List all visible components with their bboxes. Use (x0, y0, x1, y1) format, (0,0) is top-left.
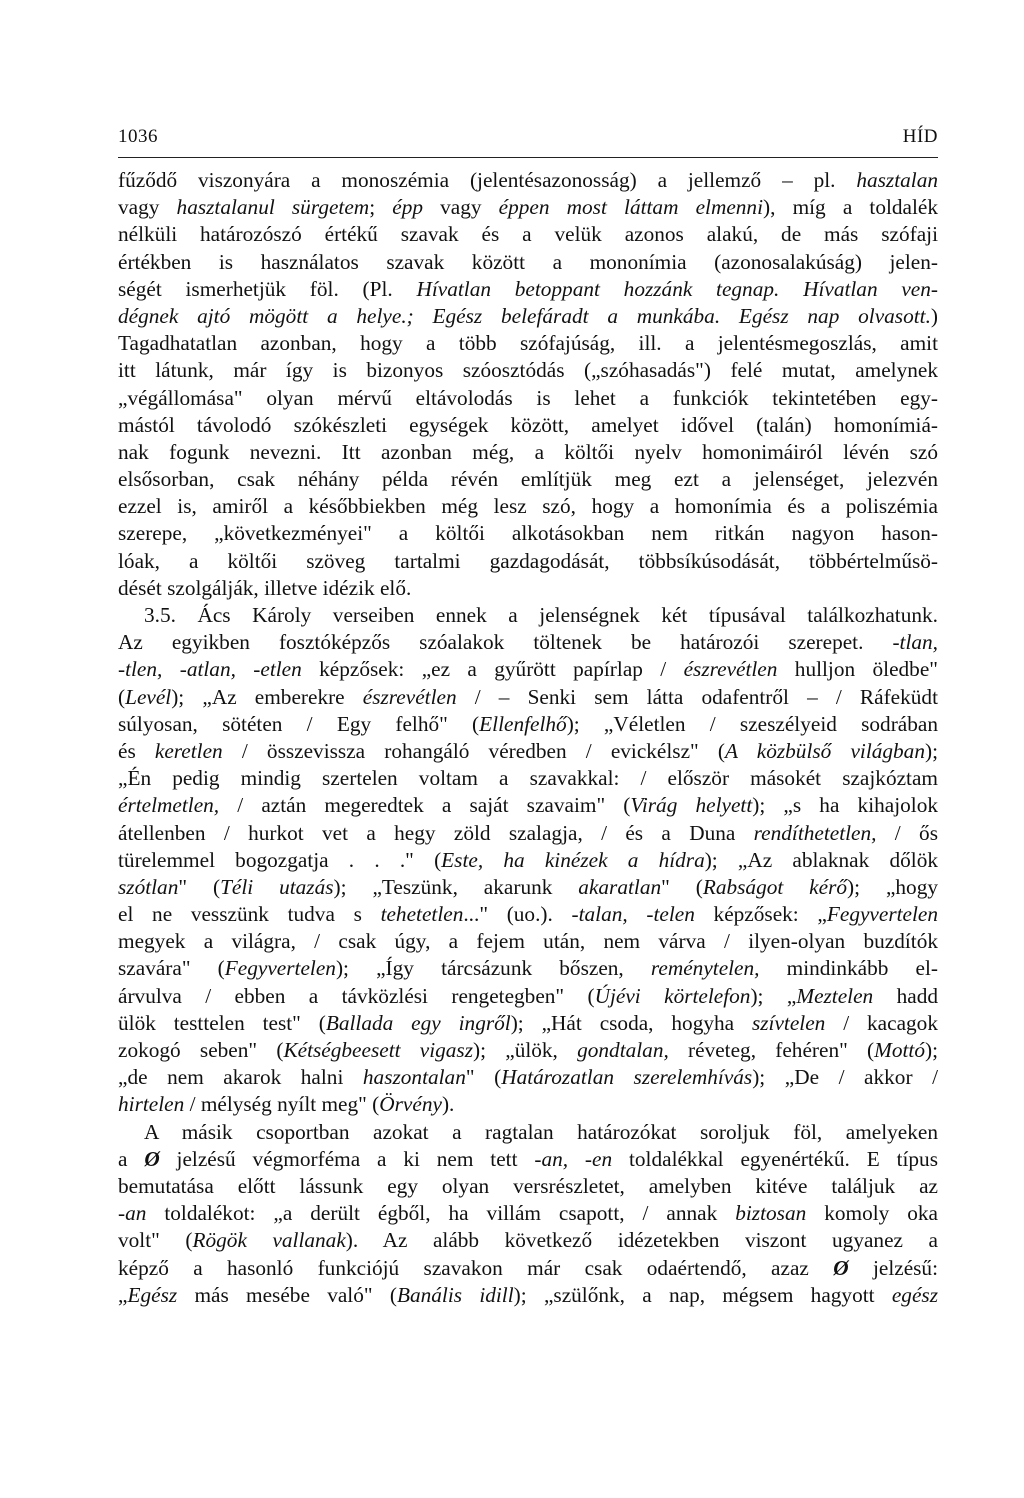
italic-span: rendíthetetlen, (753, 820, 877, 845)
text-line (118, 1010, 938, 1037)
italic-span: Fegyvertelen (826, 902, 939, 927)
text-span: dését szolgálják, illetve idézik elő. (118, 575, 412, 600)
text-line (118, 711, 938, 738)
text-line (118, 548, 938, 575)
text-span: ); „Hát csoda, hogyha (510, 1010, 752, 1035)
text-line (118, 575, 938, 602)
text-span: ) (930, 303, 938, 328)
text-span: a (118, 1146, 145, 1171)
text-span: értékben is használatos szavak között a mononímia (azonosalakúság) jelen- (118, 249, 938, 274)
zero-morpheme-symbol: Ø (144, 1146, 160, 1171)
italic-span: -tlen, -atlan, -etlen (118, 657, 302, 682)
text-span: réveteg, fehéren" ( (668, 1038, 875, 1062)
text-span: ezzel is, amiről a későbbiekben még lesz szó, hogy a homonímia és a poliszémia (118, 494, 938, 519)
italic-span: -an (118, 1201, 147, 1226)
text-span: ülök testtelen test" ( (118, 1010, 326, 1035)
text-span: más mesébe való" ( (177, 1282, 397, 1307)
text-span: Tagadhatatlan azonban, hogy a több szófajúság, ill. a jelentésmegoszlás, amit (118, 331, 938, 356)
journal-title: HÍD (902, 126, 938, 147)
text-span: Az egyikben fosztóképzős szóalakok töltenek be határozói szerepet. (118, 630, 893, 655)
italic-span: értelmetlen, (118, 793, 220, 818)
text-span: / összevissza rohangáló véredben / evickélsz" ( (222, 738, 725, 763)
text-span: „ (118, 1282, 128, 1307)
text-span: 3.5. Ács Károly verseiben ennek a jelenségnek két típusával találkozhatunk. (144, 603, 938, 627)
page-number: 1036 (118, 126, 158, 147)
italic-span: Egész (127, 1282, 178, 1307)
italic-span: éppen most láttam elmenni (498, 195, 764, 220)
text-span: toldalékot: „a derült égből, ha villám csapott, / annak (146, 1201, 736, 1226)
text-span: és (118, 738, 155, 763)
text-span: ). Az alább következő idézetekben viszont ugyanez a (345, 1228, 938, 1253)
italic-span: szívtelen (751, 1010, 826, 1035)
text-span: ); „szülőnk, a nap, mégsem hagyott (513, 1282, 892, 1307)
text-span: nélküli határozószó értékű szavak és a velük azonos alakú, de más szófaji (118, 222, 938, 247)
text-span: ..." (uo.). (463, 902, 572, 927)
text-line (118, 520, 938, 547)
text-line (118, 303, 938, 330)
text-span: fűződő viszonyára a monoszémia (jelentésazonosság) a jellemző – pl. (118, 168, 857, 192)
italic-span: Hívatlan betoppant hozzánk tegnap. Hívatlan ven- (416, 276, 938, 301)
text-line (118, 874, 938, 901)
italic-span: biztosan (735, 1201, 807, 1226)
text-span: „végállomása" olyan mérvű eltávolodás is lehet a funkciók tekintetében egy- (118, 385, 938, 410)
text-span: / – Senki sem látta odafentről – / Ráfeküdt (456, 684, 939, 709)
italic-span: Rabságot kérő (702, 874, 848, 899)
text-span: ); (924, 738, 938, 763)
text-line (118, 1064, 938, 1091)
text-span: / aztán megeredtek a saját szavaim" ( (219, 793, 631, 818)
text-line (118, 439, 938, 466)
italic-span: Ellenfelhő (479, 711, 567, 736)
text-span: lóak, a költői szöveg tartalmi gazdagodását, többsíkúsodását, többértelműsö- (118, 548, 938, 573)
italic-span: Este, ha kinézek a hídra (441, 847, 705, 872)
text-span: elsősorban, csak néhány példa révén említjük meg ezt a jelenséget, jelezvén (118, 467, 938, 492)
text-span: ); „Az ablaknak dőlök (704, 847, 938, 872)
italic-span: Meztelen (796, 983, 874, 1008)
text-line (118, 412, 938, 439)
text-span: ); (924, 1038, 938, 1062)
text-span: ); „Teszünk, akarunk (333, 874, 579, 899)
italic-span: Banális idill (396, 1282, 514, 1307)
italic-span: észrevétlen (683, 657, 778, 682)
text-line (118, 194, 938, 221)
text-line (118, 357, 938, 384)
italic-span: -an, -en (534, 1146, 613, 1171)
text-span: „de nem akarok halni (118, 1065, 363, 1090)
text-span: / mélység nyílt meg" ( (184, 1092, 380, 1117)
text-line (118, 602, 938, 629)
text-line (118, 1091, 938, 1118)
italic-span: keretlen (154, 738, 223, 763)
text-line (118, 656, 938, 683)
italic-span: Fegyvertelen (224, 956, 336, 981)
italic-span: Téli utazás (220, 874, 334, 899)
italic-span: hasztalan (856, 168, 938, 192)
text-span: ségét ismerhetjük föl. (Pl. (118, 276, 417, 301)
text-span: képzősek: „ (694, 902, 827, 927)
italic-span: Örvény (379, 1092, 442, 1117)
text-span: ), míg a toldalék (763, 195, 939, 220)
text-span: / ős (876, 820, 938, 845)
text-line (118, 1200, 938, 1227)
text-line (118, 983, 938, 1010)
text-span: árvulva / ebben a távközlési rengetegben" ( (118, 983, 595, 1008)
text-span: ); „ (750, 983, 797, 1008)
zero-morpheme-symbol: Ø (833, 1255, 849, 1280)
text-span: ); „s ha kihajolok (752, 793, 938, 818)
text-span: képző a hasonló funkciójú szavakon már csak odaértendő, azaz (118, 1255, 834, 1280)
italic-span: gondtalan, (577, 1038, 669, 1062)
italic-span: A közbülső világban (724, 738, 925, 763)
text-span: ); „De / akkor / (752, 1065, 938, 1090)
text-span: ). (441, 1092, 455, 1117)
text-line (118, 629, 938, 656)
text-span: itt látunk, már így is bizonyos szóosztódás („szóhasadás") felé mutat, amelynek (118, 358, 938, 383)
running-header (118, 126, 938, 154)
text-span: ); „Az emberekre (171, 684, 363, 709)
text-span: volt" ( (118, 1228, 193, 1253)
text-line (118, 1037, 938, 1064)
italic-span: hirtelen (118, 1092, 185, 1117)
text-span: komoly oka (806, 1201, 938, 1226)
text-span: ); „Így tárcsázunk bőszen, (335, 956, 651, 981)
text-span: jelzésű végmorféma a ki nem tett (159, 1146, 535, 1171)
text-span: " ( (661, 874, 703, 899)
text-span: toldalékkal egyenértékű. E típus (612, 1146, 938, 1171)
body-text (118, 167, 938, 1309)
text-line (118, 493, 938, 520)
italic-span: Virág helyett (630, 793, 753, 818)
text-span: mindinkább el- (759, 956, 938, 981)
italic-span: -tlan, (892, 630, 938, 655)
italic-span: akaratlan (578, 874, 662, 899)
italic-span: észrevétlen (362, 684, 457, 709)
text-span: " ( (178, 874, 221, 899)
text-line (118, 901, 938, 928)
italic-span: reménytelen, (650, 956, 760, 981)
text-line (118, 1227, 938, 1254)
italic-span: hasztalanul sürgetem (176, 195, 370, 220)
text-span: zokogó seben" ( (118, 1038, 284, 1062)
italic-span: szótlan (118, 874, 179, 899)
text-line (118, 738, 938, 765)
text-line (118, 955, 938, 982)
text-line (118, 928, 938, 955)
text-line (118, 276, 938, 303)
italic-span: tehetetlen (380, 902, 464, 927)
text-line (118, 1146, 938, 1173)
text-line (118, 847, 938, 874)
text-line (118, 330, 938, 357)
header-rule (118, 157, 938, 158)
text-line (118, 792, 938, 819)
text-span: hulljon öledbe" (777, 657, 938, 682)
italic-span: Rögök vallanak (192, 1228, 346, 1253)
text-span: szerepe, „következményei" a költői alkotásokban nem ritkán nagyon hason- (118, 521, 938, 546)
italic-span: Határozatlan szerelemhívás (501, 1065, 753, 1090)
text-span: képzősek: „ez a gyűrött papírlap / (301, 657, 684, 682)
italic-span: Levél (125, 684, 172, 709)
text-span: „Én pedig mindig szertelen voltam a szavakkal: / először másokét szajkóztam (118, 766, 938, 791)
text-span: megyek a világra, / csak úgy, a fejem után, nem várva / ilyen-olyan buzdítók (118, 929, 938, 954)
text-span: ); „hogy (847, 874, 938, 899)
text-span: jelzésű: (848, 1255, 938, 1280)
text-span: türelemmel bogozgatja . . ." ( (118, 847, 442, 872)
text-line (118, 167, 938, 194)
text-line (118, 1119, 938, 1146)
text-span: ( (118, 684, 126, 709)
text-span: ); „Véletlen / szeszélyeid sodrában (566, 711, 939, 736)
text-line (118, 765, 938, 792)
italic-span: Ballada egy ingről (325, 1010, 511, 1035)
text-span: nak fogunk nevezni. Itt azonban még, a költői nyelv homonimáiról lévén szó (118, 439, 938, 464)
text-line (118, 466, 938, 493)
italic-span: épp (392, 195, 423, 220)
italic-span: haszontalan (362, 1065, 466, 1090)
text-span: hadd (873, 983, 938, 1008)
text-line (118, 249, 938, 276)
italic-span: Kétségbeesett vigasz (283, 1038, 473, 1062)
text-line (118, 1282, 938, 1309)
text-line (118, 221, 938, 248)
text-line (118, 684, 938, 711)
text-line (118, 1255, 938, 1282)
text-line (118, 385, 938, 412)
text-span: ); „ülök, (473, 1038, 578, 1062)
text-span: vagy (118, 195, 177, 220)
text-span: átellenben / hurkot vet a hegy zöld szalagja, / és a Duna (118, 820, 754, 845)
italic-span: Mottó (874, 1038, 925, 1062)
text-span: el ne vesszünk tudva s (118, 902, 381, 927)
italic-span: dégnek ajtó mögött a helye.; Egész belefáradt a munkába. Egész nap olvasott. (118, 303, 931, 328)
text-span: / kacagok (825, 1010, 938, 1035)
text-span: súlyosan, sötéten / Egy felhő" ( (118, 711, 480, 736)
italic-span: Újévi körtelefon (594, 983, 751, 1008)
italic-span: -talan, -telen (571, 902, 695, 927)
text-span: A másik csoportban azokat a ragtalan határozókat soroljuk föl, amelyeken (144, 1119, 938, 1144)
text-span: mástól távolodó szókészleti egységek között, amelyet idővel (talán) homonímiá- (118, 412, 938, 437)
text-line (118, 820, 938, 847)
text-line (118, 1173, 938, 1200)
text-span: szavára" ( (118, 956, 225, 981)
text-span: bemutatása előtt lássunk egy olyan versrészletet, amelyben kitéve találjuk az (118, 1173, 938, 1198)
italic-span: egész (891, 1282, 938, 1307)
text-span: ; (369, 195, 393, 220)
text-span: vagy (423, 195, 499, 220)
text-span: " ( (465, 1065, 502, 1090)
